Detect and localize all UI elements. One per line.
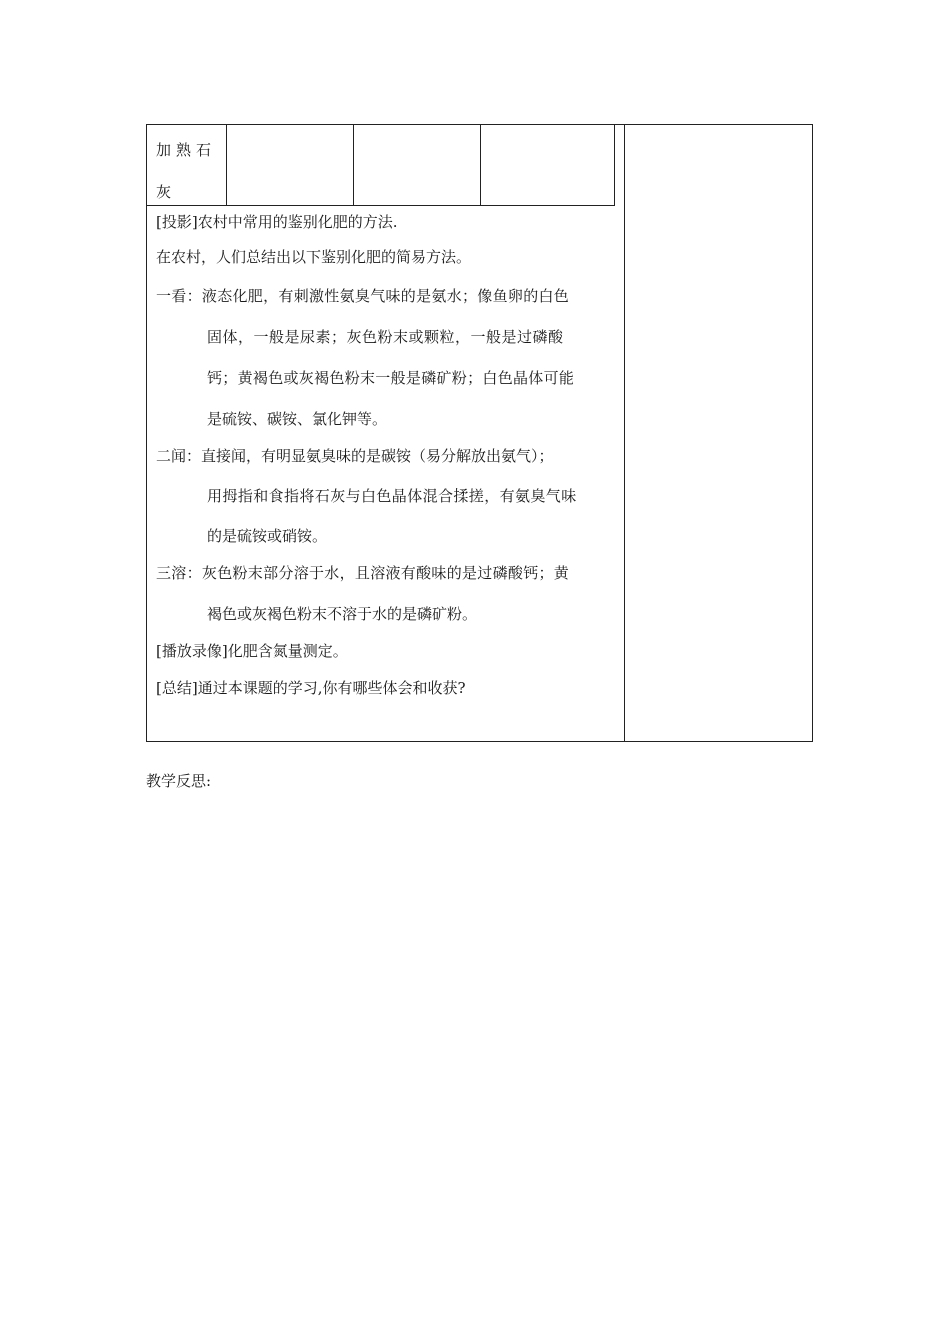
smell-line-2: 用拇指和食指将石灰与白色晶体混合揉搓，有氨臭气味 xyxy=(207,487,577,505)
teaching-reflection-label: 教学反思: xyxy=(146,772,212,790)
experiment-cell-3 xyxy=(481,125,614,205)
intro-line: 在农村，人们总结出以下鉴别化肥的简易方法。 xyxy=(156,248,472,266)
projection-line: [投影]农村中常用的鉴别化肥的方法. xyxy=(156,213,398,231)
video-line: [播放录像]化肥含氮量测定。 xyxy=(156,642,348,660)
experiment-table xyxy=(147,125,615,206)
look-line-3: 钙；黄褐色或灰褐色粉末一般是磷矿粉；白色晶体可能 xyxy=(207,369,575,387)
smell-line-1: 二闻：直接闻，有明显氨臭味的是碳铵（易分解放出氨气）； xyxy=(156,447,554,465)
experiment-label-cell xyxy=(147,125,227,205)
dissolve-line-1: 三溶：灰色粉末部分溶于水，且溶液有酸味的是过磷酸钙；黄 xyxy=(156,564,570,582)
experiment-label: 加熟石灰 xyxy=(156,141,217,201)
experiment-cell-1 xyxy=(227,125,354,205)
experiment-cell-2 xyxy=(354,125,481,205)
column-divider xyxy=(624,125,625,741)
lesson-table xyxy=(146,124,813,742)
look-line-1: 一看：液态化肥，有刺激性氨臭气味的是氨水；像鱼卵的白色 xyxy=(156,287,570,305)
summary-line: [总结]通过本课题的学习,你有哪些体会和收获? xyxy=(156,679,466,697)
look-line-4: 是硫铵、碳铵、氯化钾等。 xyxy=(207,410,388,428)
smell-line-3: 的是硫铵或硝铵。 xyxy=(207,527,328,545)
look-line-2: 固体，一般是尿素；灰色粉末或颗粒，一般是过磷酸 xyxy=(207,328,564,346)
dissolve-line-2: 褐色或灰褐色粉末不溶于水的是磷矿粉。 xyxy=(207,605,478,623)
